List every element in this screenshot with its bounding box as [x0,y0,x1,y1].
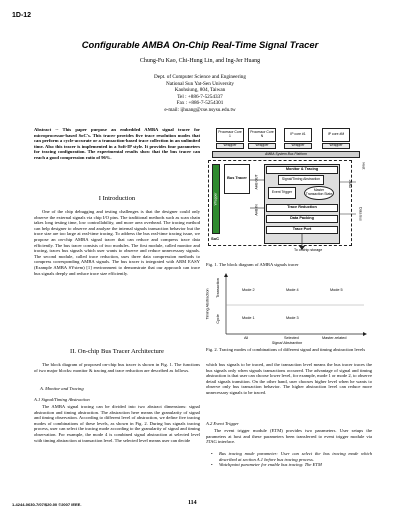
x-level-selected: Selected [284,336,299,340]
subsection-a1-heading: A.1 Signal/Timing Abstraction [34,397,90,402]
figure-2-axes [204,272,370,346]
subsection-a1-paragraph: The AMBA signal tracing can be divided into two abstract dimensions: signal abstraction and timing abstraction. The abstraction here means the granularity of signal and timing observation. According to different level of abstraction, we define five tracing modes of combinations of these levels, as shown in Fig. 2. During bus signals tracing process, user can select the tracing mode according to the granularity of signal and timing observation. For example, the mode 4 is combined signal abstraction at selected level with timing abstraction at transaction level. The selected level means user can decide [34,404,200,443]
processor-core-n-box: Processor Core N [248,128,276,142]
mode-2-label: Mode 2 [242,288,255,292]
x-level-master-related: Master-related [322,336,347,340]
affiliation-block [0,74,400,114]
processor-core-1-box: Processor Core 1 [216,128,244,142]
mode-3-label: Mode 3 [286,316,299,320]
subsection-a2-paragraph: The event trigger module (ETM) provides two parameters. User setups the parameters at host and these parameters been transferred to event trigger module via JTAG interface. [206,428,372,445]
wrapper-box: Wrapper [284,143,312,149]
ip-core-m-box: IP core #M [322,128,350,142]
master-fsm-ellipse: Master Transaction State [304,186,334,200]
affiliation-line: Kaohsiung, 804, Taiwan [174,87,226,94]
wrapper-vertical-box: Wrapper [212,164,220,234]
section-2-paragraph: The block diagram of proposed on-chip bus tracer is shown in Fig. 1. The functions of two major blocks: monitor & tracing and trace reduction are described as follows. [34,362,200,373]
subsection-a-heading: A. Monitor and Tracing [40,386,84,391]
abstraction-box: Signal/Timing Abstraction [278,175,324,185]
page-number: 114 [188,500,197,506]
list-item: • Bus tracing mode parameter: User can select the bus tracing mode which described at section A.1 before bus tracing process. [210,451,372,462]
wrapper-box: Wrapper [322,143,350,149]
session-id: 1D-12 [12,12,32,19]
right-paragraph: which bus signals to be traced, and the transaction level means the bus tracer traces the bus signals only when signals transactions occurred. The advantage of signal and timing abstraction is that user can choose lower level, for example, mode 1 or mode 2, to observe detail signals transition. On the other hand, user chooses higher level when he wants to observe only bus transaction behavior. The higher abstraction level can reduce more unnecessary signals to be traced. [206,362,372,395]
bus-tracer-box: Bus Tracer [224,164,250,194]
jtag-label: JTAG [347,179,352,189]
host-label: Host [360,162,365,170]
mode-4-label: Mode 4 [286,288,299,292]
amba-system-bus: AMBA System Bus Platform [212,151,360,158]
paper-authors: Chung-Fu Kao, Chi-Hung Lin, and Ing-Jer Huang [139,58,261,64]
mode-5-label: Mode 5 [330,288,343,292]
event-trigger-box: Event Trigger [268,187,296,199]
subsection-a2-heading: A.2 Event Trigger [206,421,239,426]
y-level-cycle: Cycle [216,314,220,324]
ip-core-1-box: IP core #1 [284,128,312,142]
monitor-tracing-box: Monitor & Tracing [266,166,338,174]
footer-copyright: 1-4244-0630-7/07/$20.00 ©2007 IEEE. [12,502,82,507]
affiliation-line: e-mail: ijhuang@cse.nsysu.edu.tw [164,106,236,113]
data-packing-box: Data Packing [266,215,338,223]
paper-title: Configurable AMBA On-Chip Real-Time Signal Tracer [81,39,319,50]
mode-1-label: Mode 1 [242,316,255,320]
figure-1-arrows [204,124,370,256]
x-axis-title: Signal Abstraction [271,341,303,345]
ahb-in-label: AHB IN [255,204,260,216]
section-1-paragraph: One of the chip debugging and testing challenges is that the designer could only observe the external signals via chip I/O pins. The traditional methods such as scan chain takes long testing time, low controllability, and more area overhead. The tracing method can help designer to observe and analyze the internal signals transaction behavior but the trace size are too large at real-time tracing. To address the bus real-time tracing issue, we propose an on-chip AMBA signal tracer that can reduce and compress trace data efficiently. The bus tracer consists of two modules. The first module, called monitor and tracing, traces bus signals which user wants to observe and reduce unnecessary signals. The second module, called trace reduction, uses three data compression methods to compress corresponding AMBA signals. The bus tracer is integrated with ARM EASY (Example AMBA SYstem) [1] environment to demonstrate that our approach can trace bus signals deeply and reduce trace size efficiently. [34,209,200,276]
figure-1 [204,124,370,256]
wrapper-box: Wrapper [248,143,276,149]
offchip-label: To offchip storage [294,248,323,252]
y-level-transaction: Transaction [216,278,221,298]
affiliation-line: Fax : +886-7-5254301 [176,100,224,107]
section-1-heading: I Introduction [98,195,136,202]
wrapper-box: Wrapper [216,143,244,149]
figure-2-caption: Fig. 2. Tracing modes of combinations of different signal and timing abstraction levels [206,347,366,352]
trace-port-box: Trace Port [266,226,338,234]
affiliation-line: Dept. of Computer Science and Engineering [154,74,246,80]
trace-reduction-box: Trace Reduction [266,204,338,212]
parameter-list [210,451,372,468]
ahb-out-label: AHB OUT [255,174,260,190]
y-axis-title: Timing Abstraction [206,288,210,320]
section-2-heading: II. On-chip Bus Tracer Architecture [70,348,164,355]
affiliation-line: Tel : +886-7-5254337 [177,93,223,100]
figure-1-caption: Fig. 1. The block diagram of AMBA signals tracer [206,262,299,267]
figure-2 [204,272,370,346]
data-bus-label: Data bus [358,207,363,221]
list-item: • Watchpoint parameter for enable bus tracing: The ETM [210,462,372,468]
x-level-all: All [244,336,249,340]
soc-label: SoC [211,236,219,241]
abstract: Abstract -- This paper purpose an embedded AMBA signal tracer for microprocessor-based SoC's. This tracer provides five trace resolution modes that can perform a cycle-accurate or a transaction-based trace collection in an unlimited time. Also this tracer is implemented in a Soft-IP style. It provides four parameters for tracing configuration. The experimental results show that the bus tracer can reach a good compression ratio of 96%. [34,127,200,160]
affiliation-line: National Sun Yat-Sen University [165,80,234,87]
